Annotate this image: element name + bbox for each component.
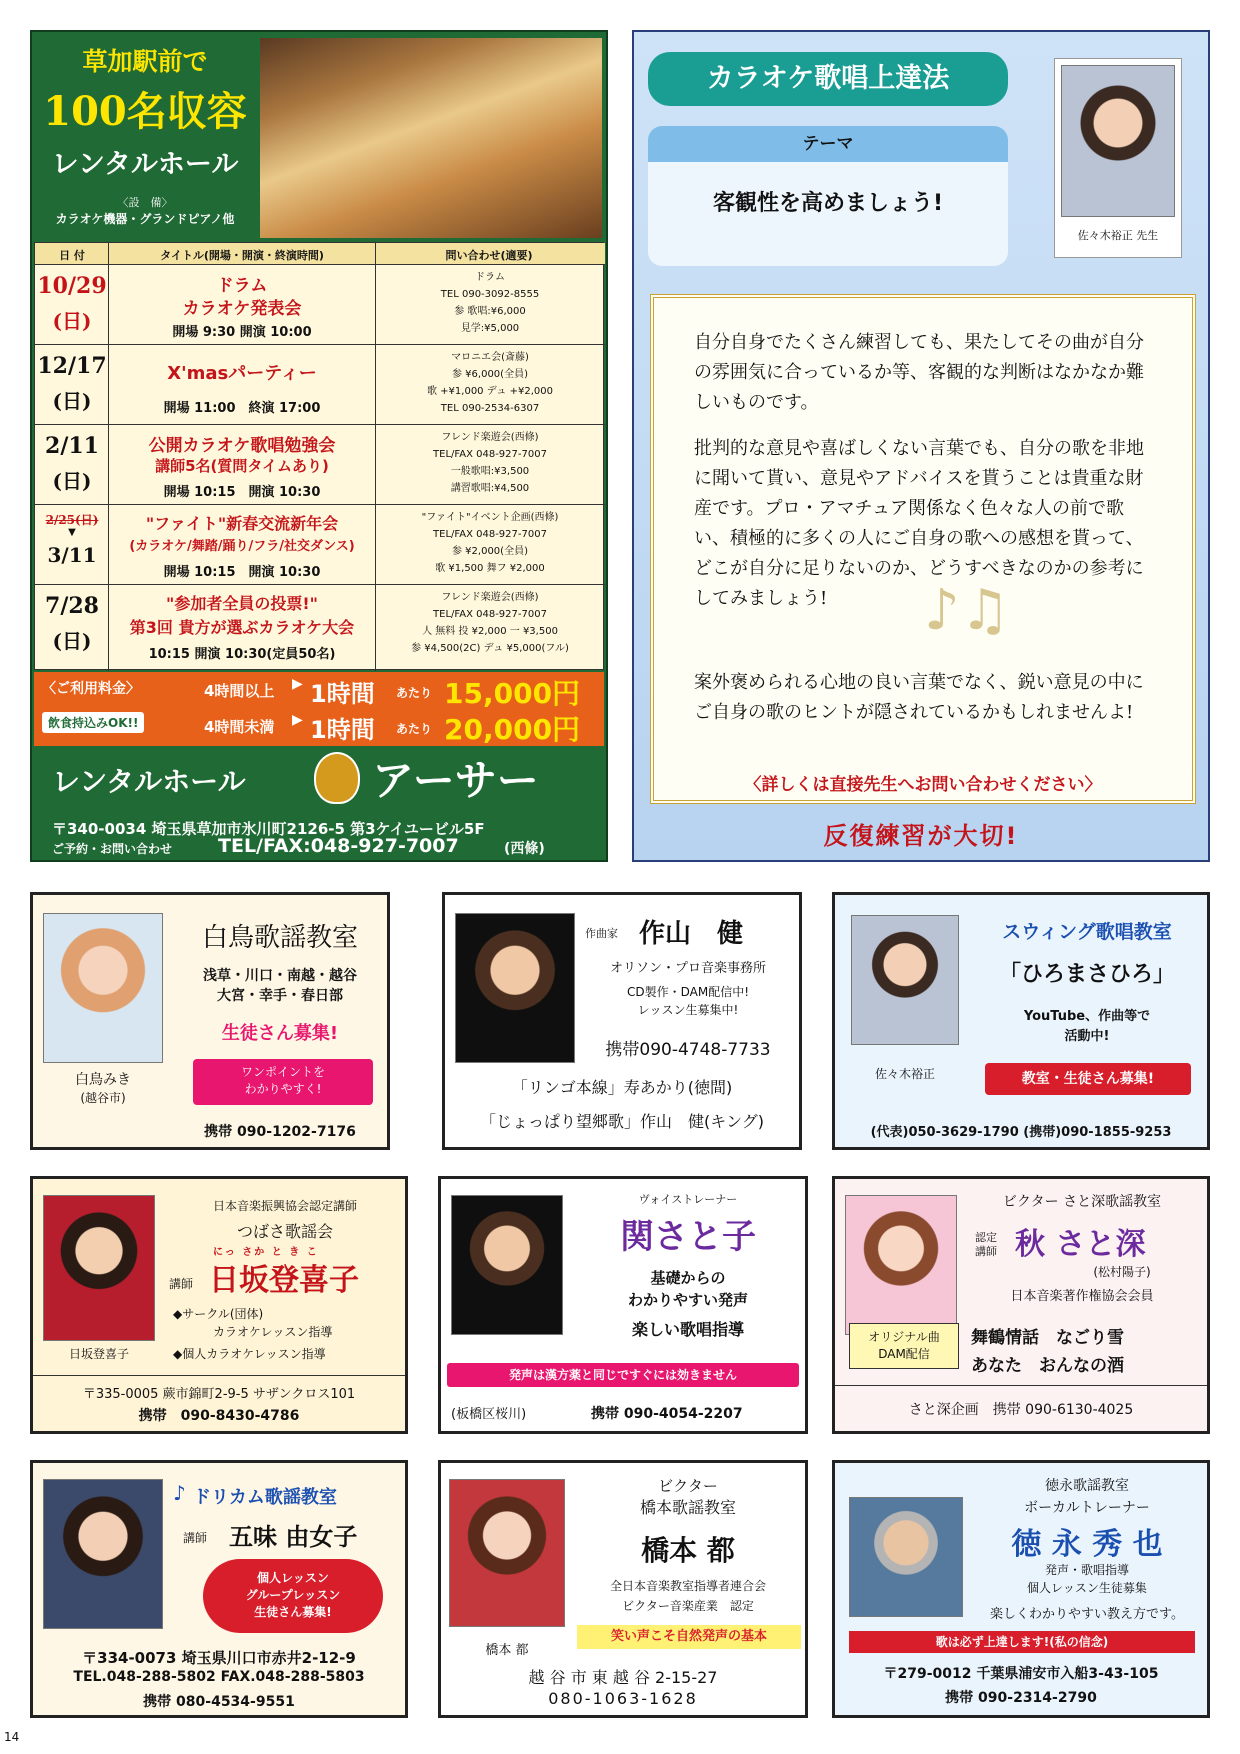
info-line: 個人レッスン生徒募集 <box>1027 1581 1147 1595</box>
hall-address: 〒340-0034 埼玉県草加市氷川町2126-5 第3ケイユービル5F <box>52 820 485 838</box>
row-date: 12/17 <box>37 353 107 379</box>
school-name: 橋本歌謡教室 <box>639 1498 736 1517</box>
school-name: 徳永歌謡教室 <box>1045 1478 1129 1494</box>
tagline-box <box>193 1059 373 1105</box>
phone: (代表)050-3629-1790 (携帯)090-1855-9253 <box>870 1125 1172 1140</box>
fee-per: あたり <box>396 722 433 736</box>
person-photo <box>845 1195 957 1335</box>
theme-box <box>648 126 1008 266</box>
contact-line: 参 ¥2,000(全員) <box>452 546 528 557</box>
recruit-badge <box>203 1559 383 1633</box>
address: 〒279-0012 千葉県浦安市入船3-43-105 <box>883 1666 1159 1682</box>
row-time: 開場 9:30 開演 10:00 <box>172 325 312 340</box>
org: 日本音楽振興協会認定講師 <box>212 1199 357 1213</box>
crest-icon <box>314 752 360 804</box>
row-date: 10/29 <box>37 273 107 299</box>
contact-line: 歌 ¥1,500 舞フ ¥2,000 <box>435 563 545 574</box>
tips-paragraph-3: 案外褒められる心地の良い言葉でなく、鋭い意見の中にご自身の歌のヒントが隠されているかもしれませんよ! <box>694 672 1144 723</box>
teacher-photo <box>1061 65 1175 217</box>
row-contact <box>375 589 605 657</box>
note-badge: 笑い声こそ自然発声の基本 <box>577 1625 801 1649</box>
fee-per: あたり <box>396 686 433 700</box>
table-row <box>35 425 605 505</box>
row-title: "参加者全員の投票!" <box>166 594 318 613</box>
fee-label: 〈ご利用料金〉 <box>42 681 140 697</box>
row-date: 2/11 <box>45 433 99 459</box>
person-name: 佐々木裕正 <box>874 1067 935 1081</box>
row-title-2: 第3回 貴方が選ぶカラオケ大会 <box>129 618 355 637</box>
address: 〒335-0005 蕨市錦町2-9-5 サザンクロス101 <box>82 1387 356 1402</box>
person-photo <box>849 1497 963 1617</box>
phone: 携帯 090-2314-2790 <box>945 1690 1097 1706</box>
person-photo <box>43 913 163 1063</box>
rental-hall-ad <box>30 30 608 862</box>
drinks-badge: 飲食持込みOK!! <box>42 712 144 733</box>
tips-footer: 反復練習が大切! <box>823 822 1019 850</box>
teacher-name: 「ひろまさひろ」 <box>998 962 1175 987</box>
hall-name: アーサー <box>372 756 539 805</box>
contact-label: ご予約・お問い合わせ <box>52 842 173 856</box>
badge-line: 生徒さん募集! <box>254 1605 332 1619</box>
note-badge: 発声は漢方薬と同じですぐには効きません <box>447 1363 799 1387</box>
contact-line: 参 ¥6,000(全員) <box>452 369 528 380</box>
ruby: にっ さか と き こ <box>213 1247 319 1258</box>
row-day: (日) <box>52 469 92 493</box>
row-time: 開場 11:00 終演 17:00 <box>163 401 321 416</box>
table-header <box>35 243 605 265</box>
phone: 080-1063-1628 <box>548 1689 698 1708</box>
phone: 携帯090-4748-7733 <box>605 1040 771 1060</box>
tips-paragraph-2: 批判的な意見や喜ばしくない言葉でも、自分の歌を非地に聞いて貰い、意見やアドバイスを貰うことは貴重な財産です。プロ・アマチュア関係なく色々な人の前で歌い、積極的に多くの人にご自身の歌への感想を貰って、どこが自分に足りないのか、どうすべきなのかの参考にしてみましょう! <box>694 438 1144 609</box>
bullet-line: カラオケレッスン指導 <box>213 1325 333 1339</box>
equip-label: 〈設 備〉 <box>117 196 173 209</box>
row-title: 公開カラオケ歌唱勉強会 <box>148 436 336 456</box>
person-photo <box>851 915 959 1045</box>
contact-line: 人 無料 投 ¥2,000 一 ¥3,500 <box>422 626 558 637</box>
person-photo <box>449 1479 565 1627</box>
row-title: X'masパーティー <box>167 363 317 384</box>
real-name: (松村陽子) <box>1093 1265 1151 1279</box>
tagline-line: わかりやすく! <box>244 1082 322 1096</box>
info-line: 基礎からの <box>650 1269 726 1287</box>
card-swing <box>832 892 1210 1150</box>
school-title: ドリカム歌謡教室 <box>193 1487 337 1508</box>
row-date: 7/28 <box>45 593 99 619</box>
info-line: 発声・歌唱指導 <box>1044 1563 1129 1577</box>
contact-line: マロニエ会(斎藤) <box>451 352 529 363</box>
row-title: "ファイト"新春交流新年会 <box>145 514 339 533</box>
tips-title: カラオケ歌唱上達法 <box>648 52 1008 106</box>
table-row <box>35 345 605 425</box>
tag-line: オリジナル曲 <box>868 1330 940 1344</box>
bullet-line: ◆個人カラオケレッスン指導 <box>173 1347 326 1361</box>
hall-photo <box>260 38 602 238</box>
row-title: ドラム <box>216 276 268 296</box>
arrow-down-icon: ▼ <box>68 527 76 538</box>
contact-line: ドラム <box>475 272 505 283</box>
fee1-unit: 1時間 <box>310 680 375 708</box>
arrow-right-icon: ▶ <box>292 712 303 728</box>
role: 講師 <box>183 1531 208 1545</box>
divider <box>33 1375 405 1376</box>
row-title-2: 講師5名(質問タイムあり) <box>155 457 329 475</box>
info-line: わかりやすい発声 <box>627 1291 748 1309</box>
teacher-name: 関さと子 <box>620 1217 756 1257</box>
tips-paragraph-1: 自分自身でたくさん練習しても、果たしてその曲が自分の雰囲気に合っているか等、客観的な判断はなかなか難しいものです。 <box>694 332 1144 413</box>
fee-section <box>34 672 604 746</box>
card-tsubasa <box>30 1176 408 1434</box>
theme-label: テーマ <box>648 126 1008 162</box>
music-note-icon: ♪ <box>173 1481 186 1505</box>
row-contact <box>375 269 605 337</box>
info-line: 活動中! <box>1064 1029 1110 1044</box>
row-date: 3/11 <box>47 543 97 567</box>
contact-line: 一般歌唱:¥3,500 <box>450 466 530 477</box>
card-tokunaga <box>832 1460 1210 1718</box>
contact-line: TEL 090-2534-6307 <box>440 403 540 414</box>
hall-headline-1: 草加駅前で <box>82 47 208 76</box>
area-line: 大宮・幸手・春日部 <box>217 988 343 1004</box>
contact-line: "ファイト"イベント企画(西條) <box>421 512 559 523</box>
row-title-2: (カラオケ/舞踏/踊り/フラ/社交ダンス) <box>129 539 355 554</box>
info-line: 全日本音楽教室指導者連合会 <box>609 1579 766 1593</box>
role: ヴォイストレーナー <box>638 1193 738 1206</box>
school-title: スウィング歌唱教室 <box>1002 921 1172 943</box>
contact-line: TEL/FAX 048-927-7007 <box>433 529 547 540</box>
schedule-table <box>34 242 604 670</box>
fee1-cond: 4時間以上 <box>204 682 275 700</box>
office: オリソン・プロ音楽事務所 <box>609 961 766 976</box>
tips-body <box>650 294 1196 804</box>
music-notes-icon: ♪♫ <box>924 578 1010 643</box>
recruit-text: 生徒さん募集! <box>221 1023 339 1044</box>
song-line: 「リンゴ本線」寿あかり(徳間) <box>511 1078 733 1097</box>
row-day: (日) <box>52 629 92 653</box>
contact-line: 参 ¥4,500(2C) デュ ¥5,000(フル) <box>411 643 569 654</box>
card-seki <box>438 1176 808 1434</box>
fee2-price: 20,000円 <box>444 713 581 746</box>
info-line: YouTube、作曲等で <box>1023 1009 1151 1024</box>
phone: 携帯 090-4054-2207 <box>591 1406 743 1422</box>
hall-name-prefix: レンタルホール <box>52 765 246 798</box>
person-city: (越谷市) <box>80 1091 126 1105</box>
role: 講師 <box>975 1245 997 1258</box>
phone: 携帯 080-4534-9551 <box>143 1694 295 1710</box>
note-badge: 歌は必ず上達します!(私の信念) <box>849 1631 1195 1653</box>
role: 講師 <box>169 1277 194 1291</box>
area-line: 浅草・川口・南越・越谷 <box>203 968 357 984</box>
school-title: 白鳥歌謡教室 <box>201 923 358 953</box>
contact-line: 参 歌唱:¥6,000 <box>454 306 526 317</box>
recruit-badge: 教室・生徒さん募集! <box>985 1063 1191 1095</box>
tips-contact: 〈詳しくは直接先生へお問い合わせください〉 <box>744 775 1102 795</box>
person-name: 白鳥みき <box>75 1072 131 1088</box>
col-title: タイトル(開場・開演・終演時間) <box>160 249 324 262</box>
info-line: レッスン生募集中! <box>637 1003 739 1017</box>
hall-headline-2: 100名収容 <box>43 88 247 135</box>
divider <box>835 1385 1207 1386</box>
row-date-old: 2/25(日) <box>45 513 99 527</box>
tagline-line: ワンポイントを <box>240 1065 325 1079</box>
contact-line: TEL/FAX 048-927-7007 <box>433 609 547 620</box>
address: 越 谷 市 東 越 谷 2-15-27 <box>528 1668 718 1687</box>
song-line: あなた おんなの酒 <box>971 1356 1124 1376</box>
arrow-right-icon: ▶ <box>292 676 303 692</box>
tag-box <box>849 1323 959 1369</box>
school-name: つばさ歌謡会 <box>236 1222 333 1241</box>
row-day: (日) <box>52 389 92 413</box>
contact-line: 講習歌唱:¥4,500 <box>450 483 530 494</box>
contact-line: TEL/FAX 048-927-7007 <box>433 449 547 460</box>
song-line: 「じょっぱり望郷歌」作山 健(キング) <box>479 1112 764 1131</box>
card-shiratori <box>30 892 390 1150</box>
assoc: 日本音楽著作権協会会員 <box>1010 1289 1154 1304</box>
card-dreamcome <box>30 1460 408 1718</box>
teacher-name: 徳 永 秀 也 <box>1011 1527 1163 1562</box>
table-row <box>35 585 605 669</box>
telfax: TEL.048-288-5802 FAX.048-288-5803 <box>73 1669 365 1685</box>
teacher-name: 日坂登喜子 <box>209 1263 359 1298</box>
row-time: 開場 10:15 開演 10:30 <box>163 565 321 580</box>
person-name: 橋本 都 <box>485 1643 529 1658</box>
bullet-line: ◆サークル(団体) <box>173 1307 264 1321</box>
school-name: ビクター さと深歌謡教室 <box>1002 1194 1162 1210</box>
area: (板橋区桜川) <box>451 1407 527 1422</box>
badge-line: 個人レッスン <box>257 1571 329 1585</box>
role: 認定 <box>975 1231 997 1244</box>
row-time: 開場 10:15 開演 10:30 <box>163 485 321 500</box>
hall-tel: TEL/FAX:048-927-7007 <box>218 835 459 857</box>
person-photo <box>43 1195 155 1341</box>
fee1-price: 15,000円 <box>444 677 581 710</box>
theme-text: 客観性を高めましょう! <box>712 191 944 216</box>
contact-line: フレンド楽遊会(西條) <box>441 432 539 443</box>
card-hashimoto <box>438 1460 808 1718</box>
info-line: 楽しくわかりやすい教え方です。 <box>990 1607 1184 1622</box>
contact-line: TEL 090-3092-8555 <box>440 289 540 300</box>
phone: さと深企画 携帯 090-6130-4025 <box>908 1402 1134 1418</box>
teacher-name: 秋 さと深 <box>1015 1227 1146 1262</box>
row-time: 10:15 開演 10:30(定員50名) <box>148 647 336 662</box>
hall-tel-note: (西條) <box>504 841 545 857</box>
badge-line: グループレッスン <box>245 1588 341 1602</box>
fee2-cond: 4時間未満 <box>204 718 275 736</box>
person-photo <box>43 1479 163 1629</box>
role: 作曲家 <box>585 927 618 940</box>
person-photo <box>455 913 575 1063</box>
info-line: CD製作・DAM配信中! <box>626 985 750 999</box>
address: 〒334-0073 埼玉県川口市赤井2-12-9 <box>82 1649 356 1667</box>
contact-line: 見学:¥5,000 <box>460 323 520 334</box>
hall-headline-3: レンタルホール <box>51 149 239 180</box>
info-line: 楽しい歌唱指導 <box>631 1320 744 1339</box>
label: ビクター <box>658 1477 718 1495</box>
person-photo <box>451 1195 563 1335</box>
phone: 携帯 090-1202-7176 <box>204 1124 356 1140</box>
row-contact <box>375 509 605 577</box>
row-contact <box>375 429 605 497</box>
karaoke-tips-panel <box>632 30 1210 862</box>
col-date: 日 付 <box>59 249 85 262</box>
phone: 携帯 090-8430-4786 <box>138 1408 300 1424</box>
card-satomi <box>832 1176 1210 1434</box>
equip-text: カラオケ機器・グランドピアノ他 <box>55 212 235 226</box>
contact-line: 歌 +¥1,000 デュ +¥2,000 <box>427 386 553 397</box>
teacher-photo-frame <box>1054 58 1182 258</box>
page-number: 14 <box>4 1730 20 1744</box>
contact-line: フレンド楽遊会(西條) <box>441 592 539 603</box>
card-sakuyama <box>442 892 802 1150</box>
person-name: 日坂登喜子 <box>68 1347 129 1361</box>
col-contact: 問い合わせ(適要) <box>445 249 533 262</box>
teacher-name: 五味 由女子 <box>229 1523 358 1551</box>
tag-line: DAM配信 <box>878 1347 930 1361</box>
row-day: (日) <box>52 309 92 333</box>
table-row <box>35 505 605 585</box>
table-row <box>35 265 605 345</box>
teacher-name: 佐々木裕正 先生 <box>1077 229 1159 242</box>
info-line: ビクター音楽産業 認定 <box>622 1599 754 1613</box>
role: ボーカルトレーナー <box>1024 1500 1150 1516</box>
composer-name: 作山 健 <box>639 919 744 949</box>
teacher-name: 橋本 都 <box>641 1534 735 1567</box>
fee2-unit: 1時間 <box>310 716 375 744</box>
row-contact <box>375 349 605 417</box>
song-line: 舞鶴情話 なごり雪 <box>971 1328 1124 1348</box>
row-title-2: カラオケ発表会 <box>182 299 302 319</box>
